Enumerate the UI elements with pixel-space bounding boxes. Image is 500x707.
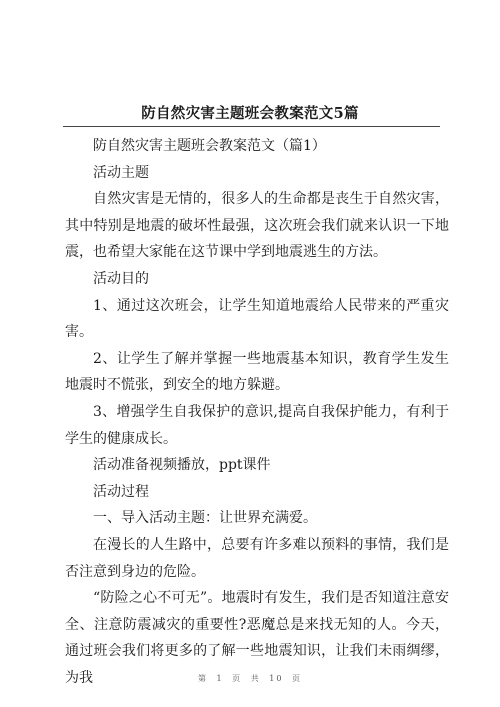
preparation-line: 活动准备视频播放，ppt课件: [93, 457, 271, 474]
purpose-item-2: 2、让学生了解并掌握一些地震基本知识，教育学生发生地震时不慌张，到安全的地方躲避。: [65, 350, 449, 394]
subheading-process: 活动过程: [93, 483, 149, 500]
section-heading: 防自然灾害主题班会教案范文（篇1）: [93, 138, 326, 154]
subheading-theme: 活动主题: [93, 164, 149, 181]
process-step-1: 一、导入活动主题：让世界充满爱。: [93, 510, 317, 527]
subheading-purpose: 活动目的: [93, 270, 149, 287]
document-body: [65, 133, 449, 691]
paragraph-intro: 自然灾害是无情的，很多人的生命都是丧生于自然灾害，其中特别是地震的破坏性最强，这次班会我们就来认识一下地震，也希望大家能在这节课中学到地震逃生的方法。: [65, 191, 449, 261]
document-title: 防自然灾害主题班会教案范文5篇: [141, 105, 359, 122]
paragraph-danger: 在漫长的人生路中，总要有许多难以预料的事情，我们是否注意到身边的危险。: [65, 536, 449, 580]
purpose-item-1: 1、通过这次班会，让学生知道地震给人民带来的严重灾害。: [65, 297, 449, 341]
page-footer: 第 1 页 共 10 页: [198, 674, 302, 683]
paragraph-quote: “防险之心不可无”。地震时有发生，我们是否知道注意安全、注意防震减灾的重要性?恶魔总是来找无知的人。今天，通过班会我们将更多的了解一些地震知识，让我们未雨绸缪，为我: [65, 590, 449, 686]
title-divider: [63, 126, 440, 127]
purpose-item-3: 3、增强学生自我保护的意识,提高自我保护能力，有利于学生的健康成长。: [65, 403, 449, 447]
